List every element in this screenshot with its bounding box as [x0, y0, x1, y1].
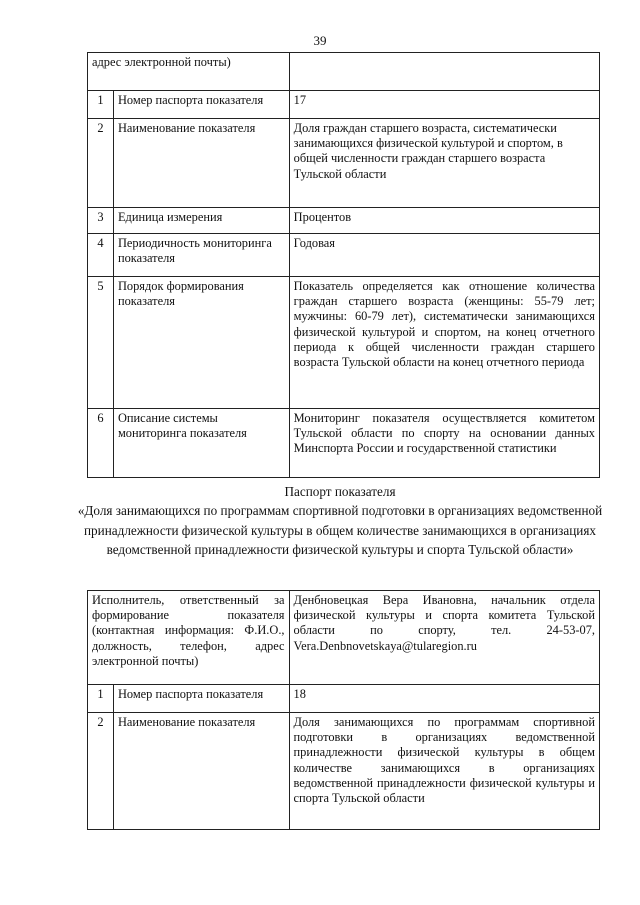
table-row — [88, 91, 600, 119]
passport-table-17 — [87, 52, 600, 478]
table-row — [88, 685, 600, 713]
table-row — [88, 119, 600, 208]
executor-label: Исполнитель, ответственный за формирование показателя (контактная информация: Ф.И.О., должность, телефон, адрес электронной почты) — [88, 591, 290, 685]
row-value: Доля граждан старшего возраста, систематически занимающихся физической культурой и спортом, в общей численности граждан старшего возраста Тульской области — [289, 119, 599, 208]
row-number: 4 — [88, 234, 114, 277]
row-label: Периодичность мониторинга показателя — [113, 234, 289, 277]
table-row — [88, 208, 600, 234]
section-heading — [70, 482, 610, 560]
table-row — [88, 234, 600, 277]
row-number: 1 — [88, 685, 114, 713]
row-label: Единица измерения — [113, 208, 289, 234]
section-subtitle: «Доля занимающихся по программам спортивной подготовки в организациях ведомственной принадлежности физической культуры в общем количестве занимающихся в организациях ведомственной принадлежности физической культуры и спорта Тульской области» — [77, 503, 603, 558]
row-value: Годовая — [289, 234, 599, 277]
row-value: 17 — [289, 91, 599, 119]
row-number: 6 — [88, 409, 114, 478]
table-row — [88, 53, 600, 91]
executor-value: Денбновецкая Вера Ивановна, начальник отдела физической культуры и спорта комитета Тульской области по спорту, тел. 24-53-07, Vera.Denbnovetskaya@tularegion.ru — [289, 591, 599, 685]
table-row — [88, 591, 600, 685]
row-number: 1 — [88, 91, 114, 119]
page-number: 39 — [313, 33, 327, 48]
continued-label-cell: адрес электронной почты) — [88, 53, 290, 91]
row-label: Описание системы мониторинга показателя — [113, 409, 289, 478]
passport-table-18 — [87, 590, 600, 830]
row-value: Процентов — [289, 208, 599, 234]
row-label: Порядок формирования показателя — [113, 277, 289, 409]
section-title: Паспорт показателя — [284, 484, 396, 499]
row-value: Доля занимающихся по программам спортивной подготовки в организациях ведомственной принадлежности физической культуры в общем количестве занимающихся в организациях ведомственной принадлежности физической культуры и спорта Тульской области — [289, 713, 599, 830]
continued-value-cell — [289, 53, 599, 91]
table-row — [88, 277, 600, 409]
row-number: 2 — [88, 119, 114, 208]
row-label: Номер паспорта показателя — [113, 685, 289, 713]
row-value: Показатель определяется как отношение количества граждан старшего возраста (женщины: 55-79 лет; мужчины: 60-79 лет), систематически занимающихся физической культурой и спортом, на конец отчетного периода к общей численности граждан старшего возраста Тульской области на конец отчетного периода — [289, 277, 599, 409]
table-row — [88, 713, 600, 830]
row-label: Наименование показателя — [113, 713, 289, 830]
row-number: 3 — [88, 208, 114, 234]
table-row — [88, 409, 600, 478]
row-value: Мониторинг показателя осуществляется комитетом Тульской области по спорту на основании данных Минспорта России и государственной статистики — [289, 409, 599, 478]
row-number: 5 — [88, 277, 114, 409]
row-label: Номер паспорта показателя — [113, 91, 289, 119]
row-value: 18 — [289, 685, 599, 713]
row-label: Наименование показателя — [113, 119, 289, 208]
row-number: 2 — [88, 713, 114, 830]
